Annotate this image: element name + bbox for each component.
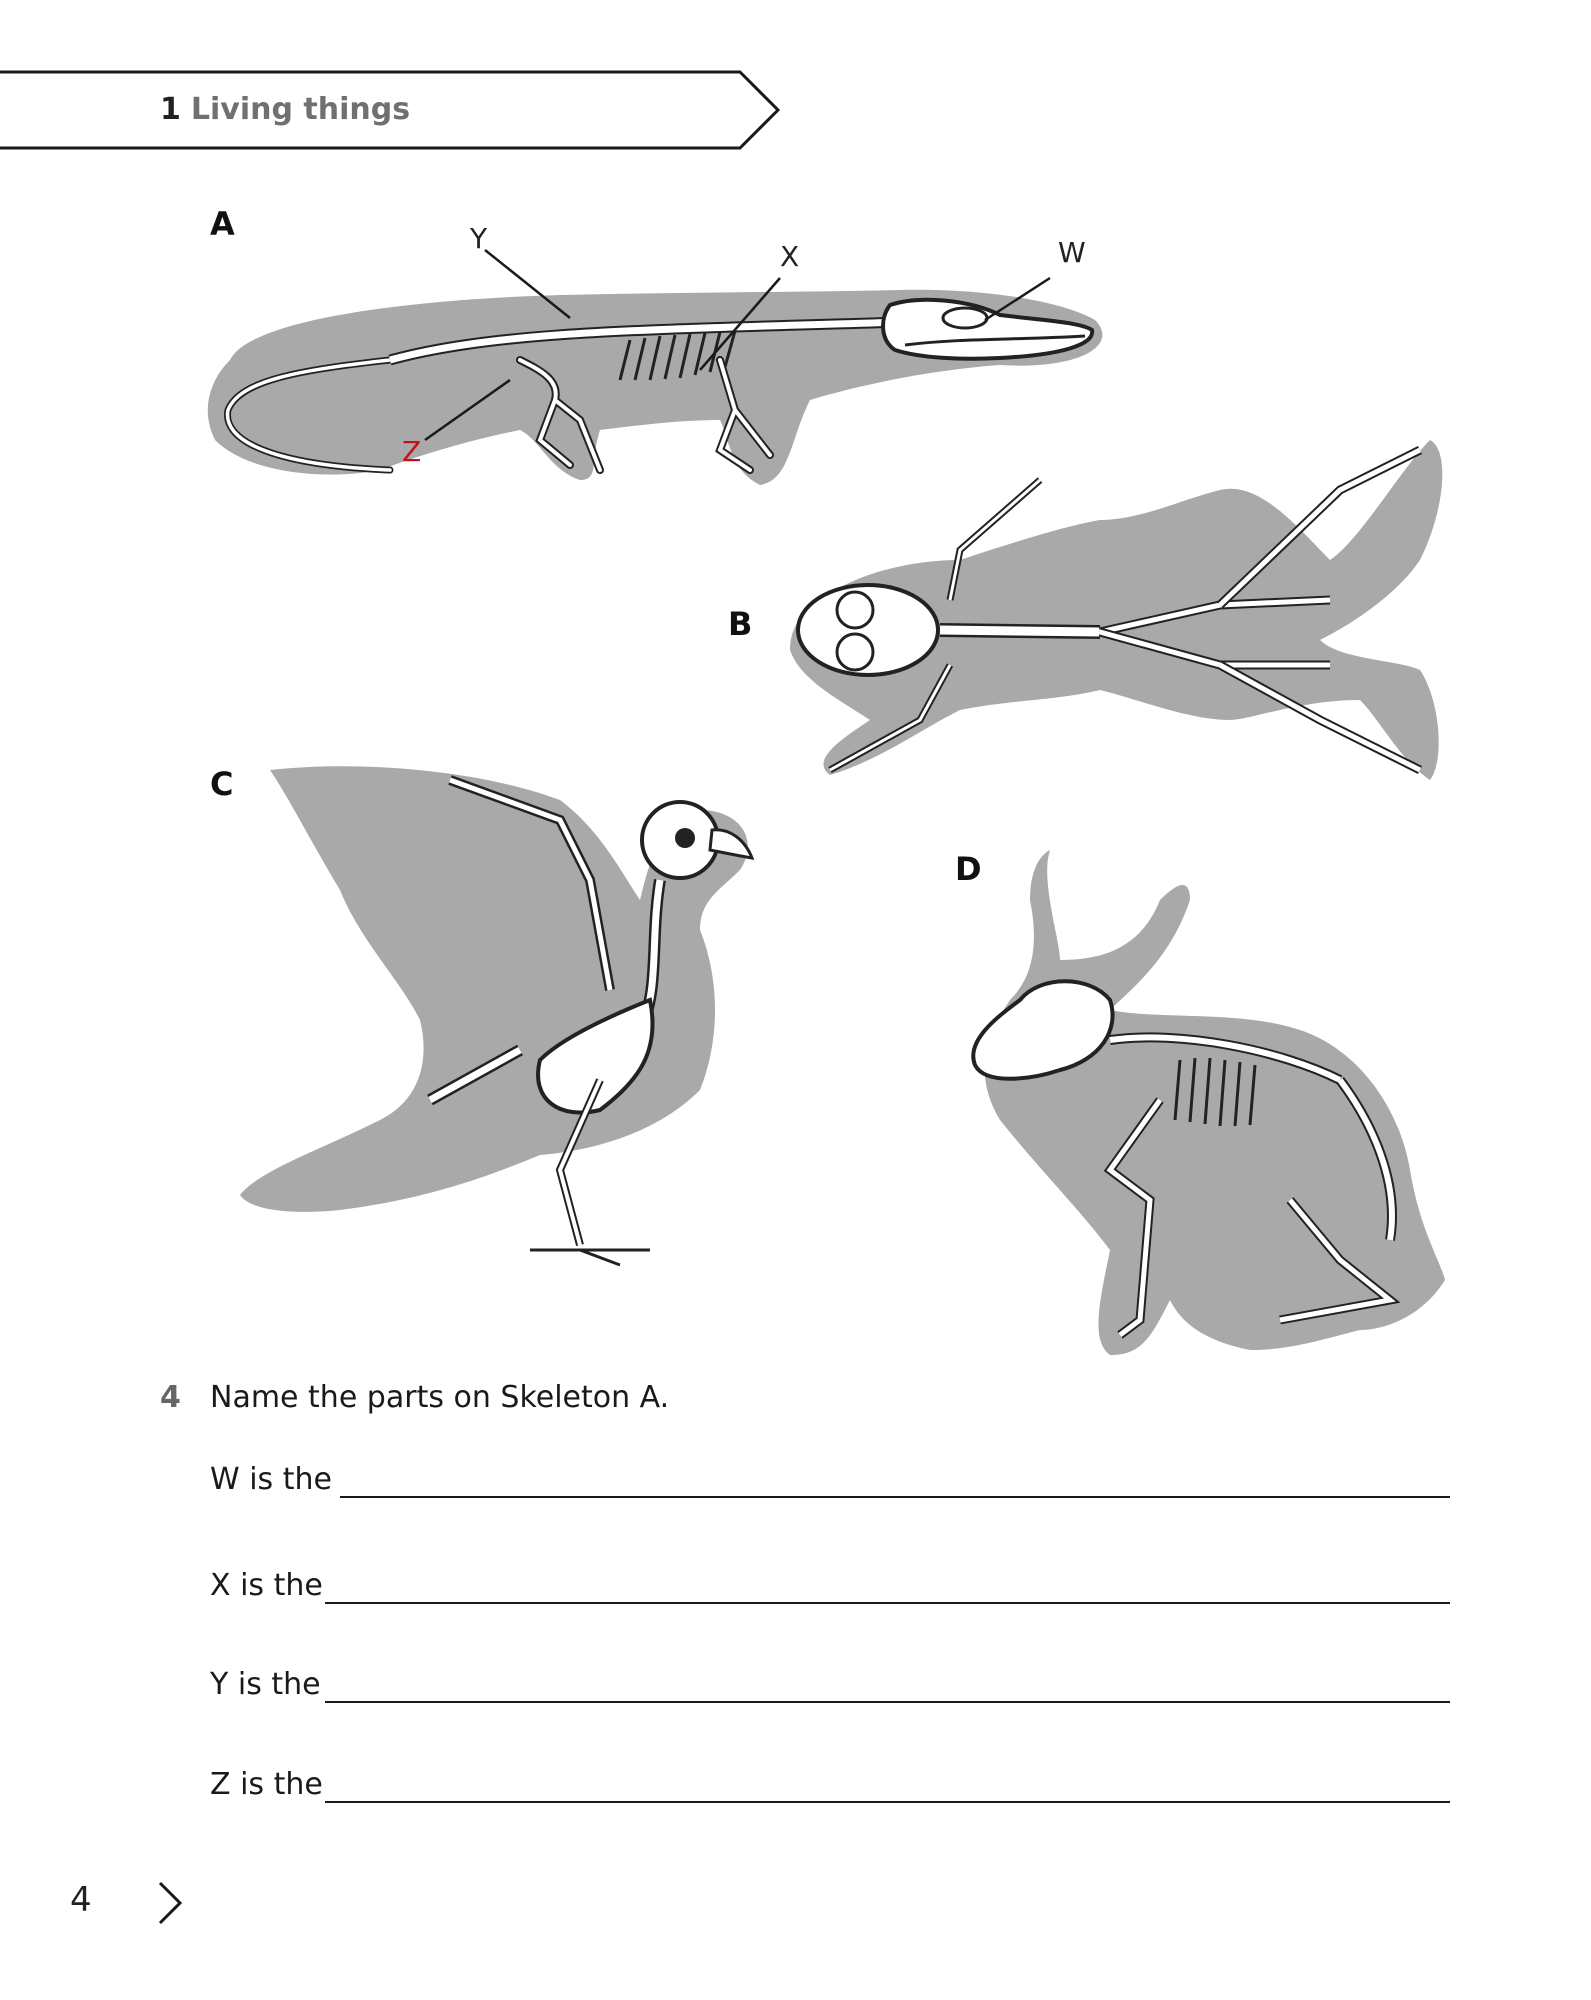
label-w: W	[1058, 236, 1086, 269]
answer-label-x: X is the	[210, 1568, 323, 1603]
figure-letter-b: B	[728, 605, 753, 643]
answer-row-y	[210, 1667, 1450, 1707]
answer-line-w[interactable]	[340, 1496, 1450, 1498]
question-number: 4	[160, 1380, 181, 1415]
figure-letter-a: A	[210, 205, 235, 243]
figure-letter-d: D	[955, 850, 982, 888]
page-number: 4	[70, 1880, 92, 1920]
chapter-number: 1	[160, 92, 181, 127]
skeleton-d-rabbit	[973, 850, 1445, 1355]
figure-letter-c: C	[210, 765, 234, 803]
skeleton-c-bird	[240, 766, 752, 1265]
label-y: Y	[470, 222, 488, 255]
chapter-title: Living things	[190, 92, 411, 127]
skeleton-d-silhouette	[985, 850, 1445, 1355]
answer-row-w	[210, 1462, 1450, 1502]
answer-line-z[interactable]	[325, 1801, 1450, 1803]
answer-line-y[interactable]	[325, 1701, 1450, 1703]
answer-row-x	[210, 1568, 1450, 1608]
answer-label-z: Z is the	[210, 1767, 323, 1802]
next-page-chevron-icon[interactable]	[150, 1878, 190, 1928]
question-prompt: Name the parts on Skeleton A.	[210, 1380, 670, 1415]
label-x: X	[780, 240, 800, 273]
answer-row-z	[210, 1767, 1450, 1807]
answer-line-x[interactable]	[325, 1602, 1450, 1604]
skeleton-a-crocodile	[208, 250, 1103, 485]
answer-label-y: Y is the	[210, 1667, 321, 1702]
skeleton-b-frog	[790, 440, 1442, 780]
answer-label-w: W is the	[210, 1462, 332, 1497]
label-z: Z	[402, 435, 422, 468]
